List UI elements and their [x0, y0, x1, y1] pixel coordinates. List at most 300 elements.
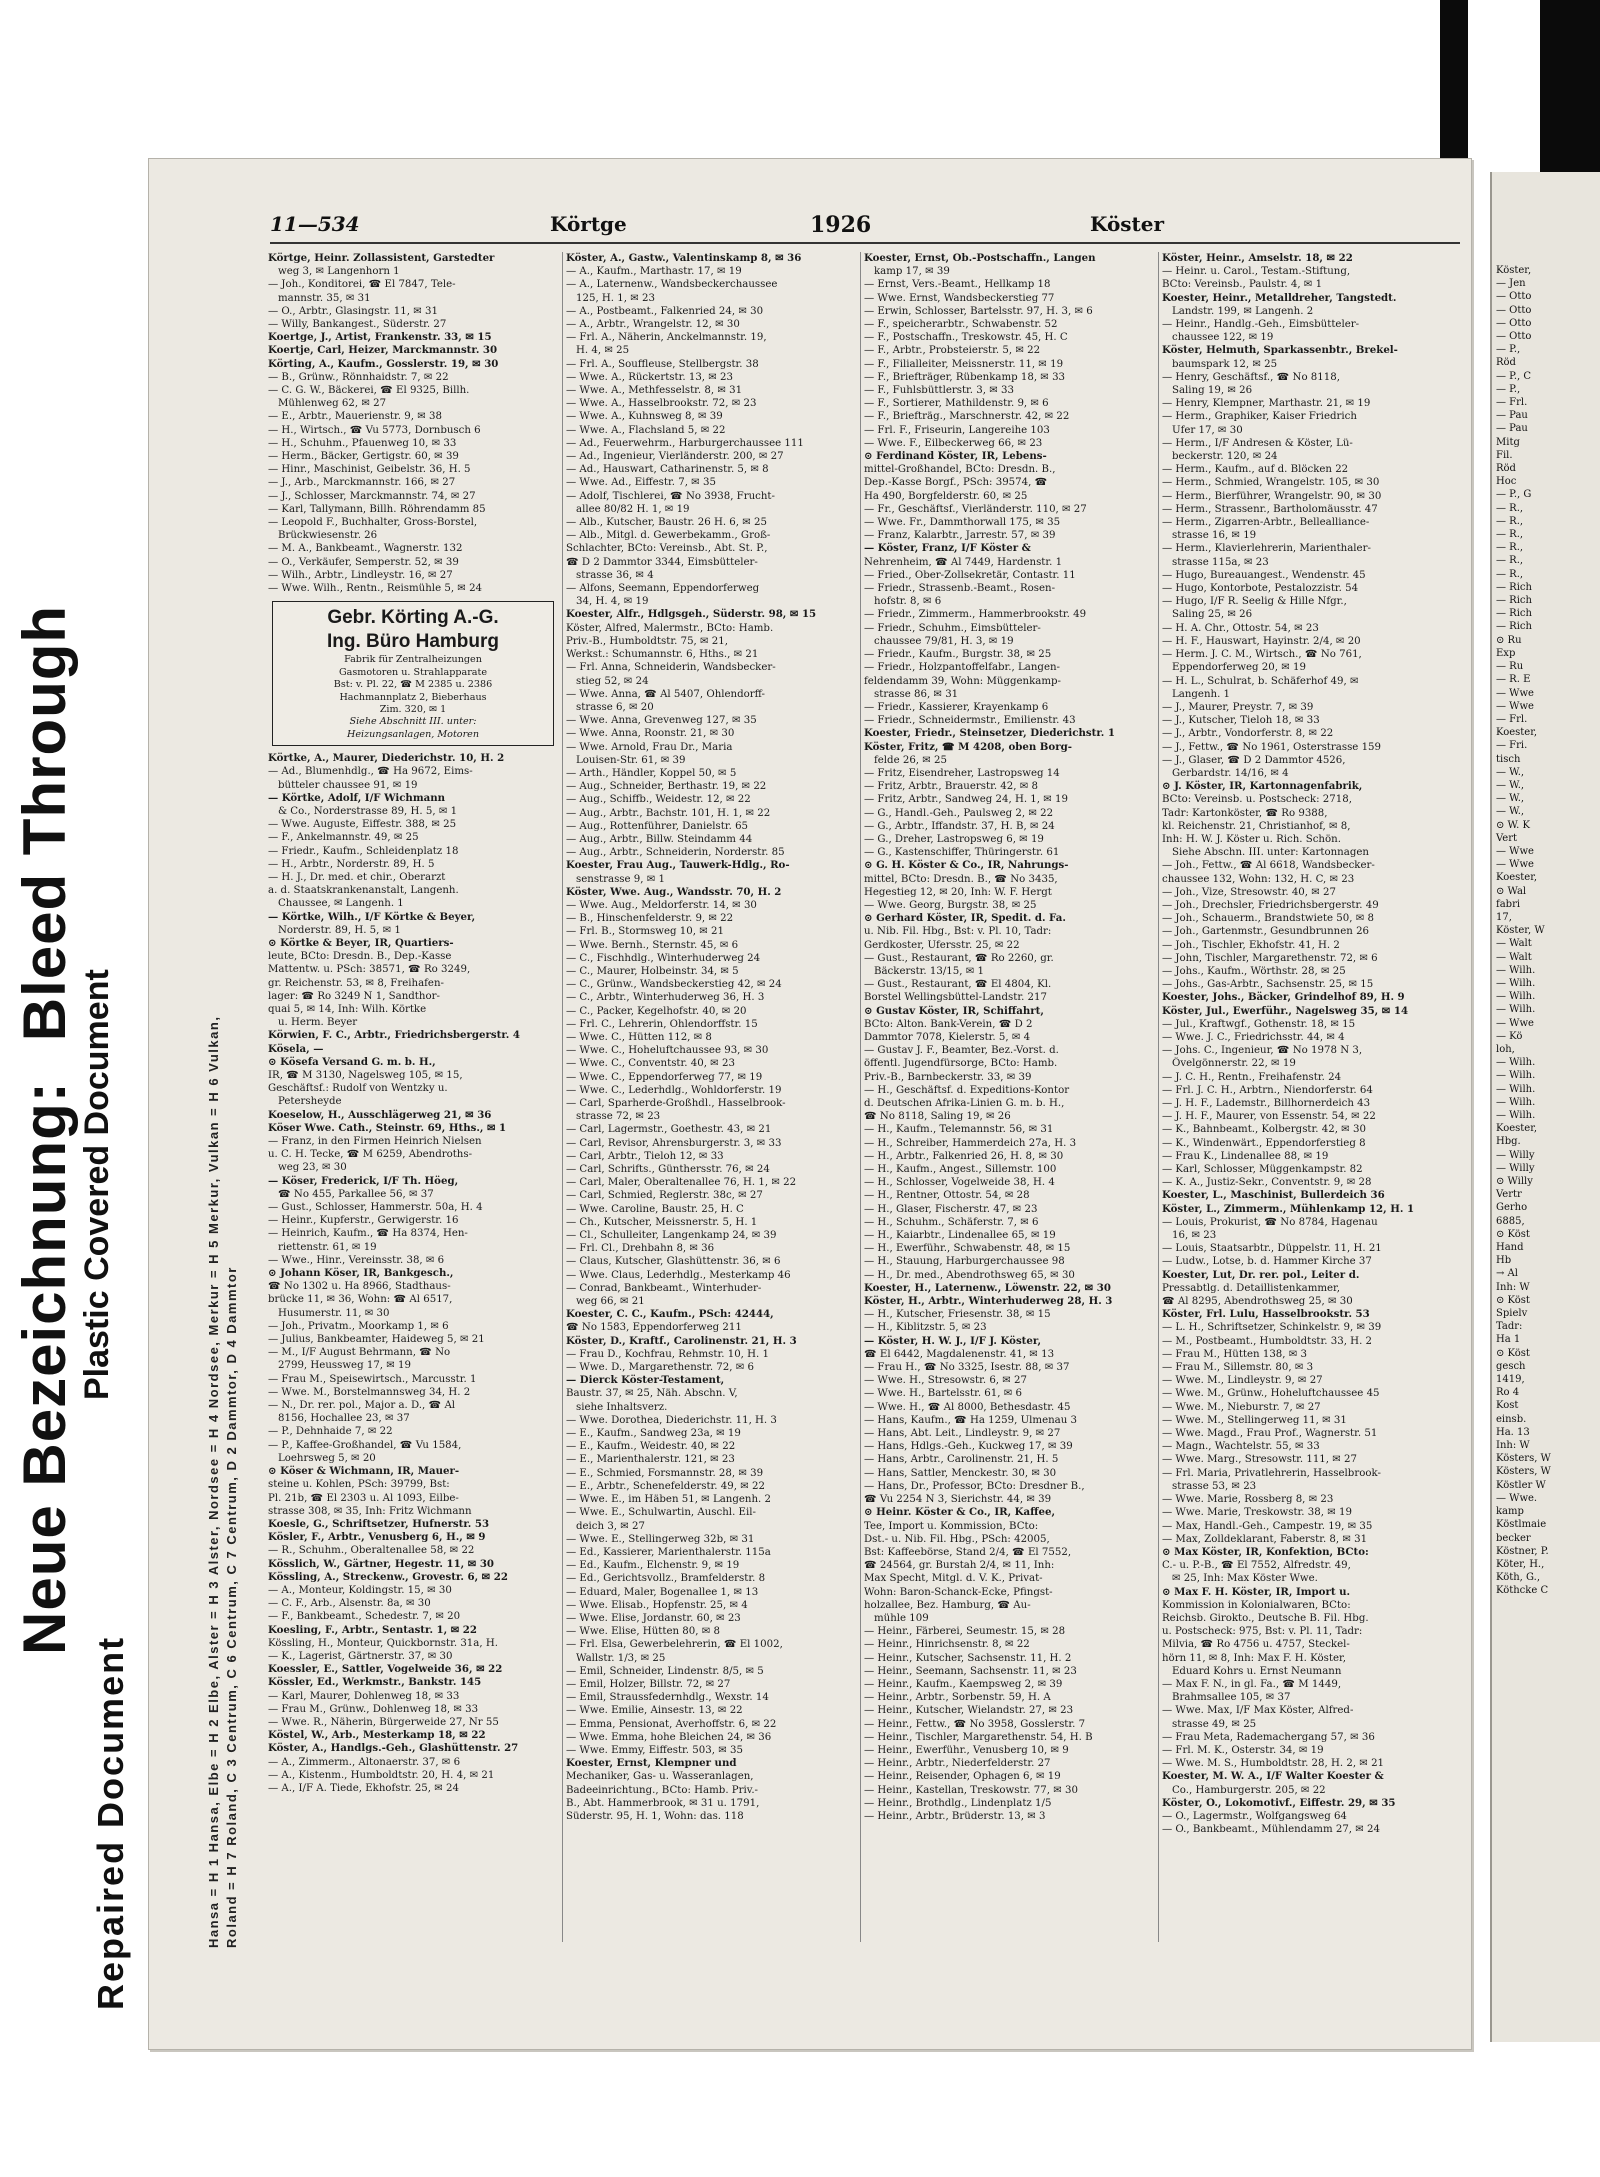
- header-rule: [270, 242, 1460, 244]
- directory-entry-line: — G., Dreher, Lastropsweg 6, ✉ 19: [864, 833, 1044, 845]
- directory-entry-heading: Koester, Friedr., Steinsetzer, Diederichstr. 1: [864, 727, 1115, 740]
- directory-entry-line: — Wwe. Anna, Grevenweg 127, ✉ 35: [566, 715, 757, 727]
- directory-entry-line: — Friedr., Kaufm., Schleidenplatz 18: [268, 845, 459, 857]
- next-page-line: — Rich: [1496, 621, 1532, 633]
- directory-entry-line: — F., Briefträg., Marschnerstr. 42, ✉ 22: [864, 411, 1070, 423]
- directory-entry-line: chaussee 79/81, H. 3, ✉ 19: [874, 635, 1014, 647]
- directory-entry-line: Tee, Import u. Kommission, BCto:: [864, 1520, 1039, 1532]
- directory-entry-line: Eduard Kohrs u. Ernst Neumann: [1172, 1665, 1342, 1677]
- directory-entry-line: — Ad., Blumenhdlg., ☎ Ha 9672, Eims-: [268, 766, 473, 778]
- directory-entry-line: — Aug., Arbtr., Billw. Steindamm 44: [566, 833, 753, 845]
- directory-entry-line: — A., Monteur, Koldingstr. 15, ✉ 30: [268, 1584, 452, 1596]
- directory-entry-line: — Frau Meta, Rademachergang 57, ✉ 36: [1162, 1731, 1375, 1743]
- directory-entry-heading: Körting, A., Kaufm., Gosslerstr. 19, ✉ 30: [268, 357, 499, 370]
- directory-entry-line: Süderstr. 95, H. 1, Wohn: das. 118: [566, 1810, 744, 1822]
- directory-entry-line: — Frl. Cl., Drehbahn 8, ✉ 36: [566, 1243, 715, 1255]
- directory-entry-line: — H. L., Schulrat, b. Schäferhof 49, ✉: [1162, 675, 1359, 687]
- directory-entry-heading: ⊙ Johann Köser, IR, Bankgesch.,: [268, 1267, 454, 1280]
- directory-entry-line: strasse 308, ✉ 35, Inh: Fritz Wichmann: [268, 1505, 472, 1517]
- directory-entry-line: — J. H. F., Maurer, von Essenstr. 54, ✉ 22: [1162, 1111, 1376, 1123]
- directory-entry-line: leute, BCto: Dresdn. B., Dep.-Kasse: [268, 951, 452, 963]
- next-page-line: — Wwe: [1496, 687, 1534, 699]
- directory-entry-line: — F., speicherarbtr., Schwabenstr. 52: [864, 319, 1058, 331]
- directory-entry-line: — M., I/F August Behrmann, ☎ No: [268, 1347, 451, 1359]
- ad-note-1: Siehe Abschnitt III. unter:: [349, 716, 477, 728]
- directory-entry-line: — Emma, Pensionat, Averhoffstr. 6, ✉ 22: [566, 1718, 777, 1730]
- next-page-line: — Walt: [1496, 951, 1532, 963]
- directory-entry-line: — Carl, Sparherde-Großhdl., Hasselbrook-: [566, 1098, 786, 1109]
- next-page-line: fabri: [1496, 898, 1521, 910]
- directory-entry-line: mannstr. 35, ✉ 31: [278, 292, 371, 304]
- directory-entry-line: — H., Kaufm., Angest., Sillemstr. 100: [864, 1164, 1057, 1176]
- directory-entry-line: Bäckerstr. 13/15, ✉ 1: [874, 965, 984, 977]
- directory-entry-line: — C., Grünw., Wandsbeckerstieg 42, ✉ 24: [566, 979, 782, 991]
- directory-entry-line: Kössling, H., Monteur, Quickbornstr. 31a, H.: [268, 1637, 498, 1649]
- ad-note-2: Heizungsanlagen, Motoren: [346, 728, 480, 740]
- directory-entry-line: — A., Zimmerm., Altonaerstr. 37, ✉ 6: [268, 1756, 461, 1768]
- directory-entry-line: Mattentw. u. PSch: 38571, ☎ Ro 3249,: [268, 964, 471, 976]
- directory-entry-line: — F., Sortierer, Mathildenstr. 9, ✉ 6: [864, 398, 1049, 410]
- directory-entry-line: — Heinr., Kaufm., Kaempsweg 2, ✉ 39: [864, 1678, 1063, 1690]
- directory-entry-line: Wohn: Baron-Schanck-Ecke, Pfingst-: [864, 1586, 1053, 1598]
- directory-entry-line: — A., Kaufm., Marthastr. 17, ✉ 19: [566, 266, 742, 278]
- directory-entry-line: — H., Kaufm., Telemannstr. 56, ✉ 31: [864, 1124, 1054, 1136]
- next-page-line: — Walt: [1496, 938, 1532, 950]
- column-4: [1162, 252, 1454, 1952]
- directory-entry-line: — A., Arbtr., Wrangelstr. 12, ✉ 30: [566, 319, 740, 331]
- directory-entry-line: — Herm., Klavierlehrerin, Marienthaler-: [1162, 543, 1371, 555]
- directory-entry-line: — Joh., Drechsler, Friedrichsbergerstr. 49: [1162, 899, 1379, 911]
- next-page-line: Mitg: [1496, 436, 1520, 448]
- directory-entry-line: Hegestieg 12, ✉ 20, Inh: W. F. Hergt: [864, 886, 1052, 898]
- directory-entry-line: — Frl. C., Lehrerin, Ohlendorffstr. 15: [566, 1018, 758, 1030]
- directory-entry-line: 2799, Heussweg 17, ✉ 19: [278, 1360, 412, 1372]
- directory-entry-heading: ⊙ Gerhard Köster, IR, Spedit. d. Fa.: [864, 912, 1066, 925]
- directory-entry-heading: Köster, Helmuth, Sparkassenbtr., Brekel-: [1162, 344, 1398, 357]
- directory-entry-line: Husumerstr. 11, ✉ 30: [278, 1307, 390, 1319]
- next-page-line: Röd: [1496, 357, 1516, 369]
- directory-entry-line: — Herm., Kaufm., auf d. Blöcken 22: [1162, 464, 1349, 476]
- next-page-line: kamp: [1496, 1506, 1524, 1518]
- directory-entry-line: — A., Kistenm., Humboldtstr. 20, H. 4, ✉ 21: [268, 1769, 495, 1781]
- directory-entry-line: BCto: Vereinsb. u. Postscheck: 2718,: [1162, 794, 1352, 806]
- directory-entry-line: — Fr., Geschäftsf., Vierländerstr. 110, ✉ 27: [864, 503, 1087, 515]
- directory-entry-line: — C., Arbtr., Winterhuderweg 36, H. 3: [566, 992, 765, 1004]
- directory-entry-heading: Köster, Wwe. Aug., Wandsstr. 70, H. 2: [566, 885, 782, 898]
- directory-entry-line: Bst: Kaffeebörse, Stand 2/4, ☎ El 7552,: [864, 1546, 1072, 1558]
- directory-entry-line: — Herm., Zigarren-Arbtr., Bellealliance-: [1162, 517, 1370, 529]
- directory-entry-line: — Wwe. Marie, Rossberg 8, ✉ 23: [1162, 1494, 1334, 1506]
- directory-entry-heading: Kössler, Ed., Werkmstr., Bankstr. 145: [268, 1676, 482, 1689]
- column-divider: [562, 252, 563, 1942]
- directory-entry-line: 34, H. 4, ✉ 19: [576, 596, 649, 608]
- next-page-line: Hbg.: [1496, 1136, 1521, 1148]
- directory-entry-line: — Frau H., ☎ No 3325, Isestr. 88, ✉ 37: [864, 1362, 1070, 1374]
- directory-entry-line: — O., Lagermstr., Wolfgangsweg 64: [1162, 1810, 1347, 1822]
- directory-entry-line: — Aug., Arbtr., Bachstr. 101, H. 1, ✉ 22: [566, 807, 771, 819]
- directory-entry-heading: Köster, Fritz, ☎ M 4208, oben Borg-: [864, 740, 1072, 753]
- next-page-line: Kösters, W: [1496, 1466, 1551, 1478]
- column-2: [566, 252, 858, 1952]
- directory-entry-line: — H., Kiblitzstr. 5, ✉ 23: [864, 1322, 987, 1334]
- directory-entry-line: Brahmsallee 105, ✉ 37: [1172, 1692, 1291, 1704]
- next-page-line: tisch: [1496, 753, 1521, 765]
- new-designation-text: Neue Bezeichnung:: [11, 1081, 78, 1655]
- next-page-line: Inh: W: [1496, 1440, 1530, 1452]
- directory-entry-line: — G., Kastenschiffer, Thüringerstr. 61: [864, 847, 1060, 859]
- directory-entry-line: — Wwe. M. S., Humboldtstr. 28, H. 2, ✉ 21: [1162, 1758, 1385, 1770]
- directory-entry-line: — L. H., Schriftsetzer, Schinkelstr. 9, ✉ 39: [1162, 1322, 1382, 1334]
- directory-entry-line: — Ed., Kassierer, Marienthalerstr. 115a: [566, 1546, 771, 1558]
- directory-entry-line: — J. C. H., Rentn., Freihafenstr. 24: [1162, 1071, 1342, 1083]
- next-page-line: — Pau: [1496, 410, 1528, 422]
- directory-entry-line: — Wwe. Ernst, Wandsbeckerstieg 77: [864, 292, 1055, 304]
- directory-entry-heading: — Körtke, Wilh., I/F Körtke & Beyer,: [268, 910, 476, 923]
- next-page-line: Ro 4: [1496, 1387, 1520, 1399]
- directory-entry-line: — O., Verkäufer, Semperstr. 52, ✉ 39: [268, 556, 459, 568]
- directory-entry-line: — Wwe. Georg, Burgstr. 38, ✉ 25: [864, 899, 1037, 911]
- directory-entry-line: — Henry, Klempner, Marthastr. 21, ✉ 19: [1162, 398, 1371, 410]
- directory-entry-line: Ufer 17, ✉ 30: [1172, 424, 1243, 436]
- directory-entry-line: — Wwe. E., Stellingerweg 32b, ✉ 31: [566, 1533, 755, 1545]
- directory-entry-line: — Heinrich, Kaufm., ☎ Ha 8374, Hen-: [268, 1228, 468, 1240]
- directory-entry-heading: — Körtke, Adolf, I/F Wichmann: [268, 791, 446, 804]
- directory-entry-line: — H., Schlosser, Vogelweide 38, H. 4: [864, 1177, 1055, 1189]
- directory-entry-line: — H., Dr. med., Abendrothsweg 65, ✉ 30: [864, 1269, 1075, 1281]
- next-page-line: — P.,: [1496, 344, 1521, 356]
- directory-entry-line: Inh: H. W. J. Köster u. Rich. Schön.: [1162, 833, 1341, 845]
- next-page-line: ⊙ Köst: [1496, 1228, 1530, 1240]
- directory-entry-line: — Friedr., Schuhm., Eimsbütteler-: [864, 622, 1041, 634]
- directory-entry-heading: Koester, Johs., Bäcker, Grindelhof 89, H. 9: [1162, 991, 1405, 1004]
- directory-entry-line: — G., Arbtr., Iffandstr. 37, H. B, ✉ 24: [864, 820, 1055, 832]
- directory-entry-line: — Wwe. A., Kuhnsweg 8, ✉ 39: [566, 411, 723, 423]
- directory-entry-line: — Fried., Ober-Zollsekretär, Contastr. 11: [864, 569, 1076, 581]
- directory-entry-line: — H., Stauung, Harburgerchaussee 98: [864, 1256, 1065, 1268]
- next-page-line: Gerho: [1496, 1202, 1528, 1214]
- next-page-line: ⊙ Willy: [1496, 1176, 1533, 1188]
- directory-entry-line: holzallee, Bez. Hamburg, ☎ Au-: [864, 1599, 1031, 1611]
- column-3: [864, 252, 1156, 1952]
- page-number: 11—534: [270, 212, 360, 236]
- directory-entry-line: Eppendorferweg 20, ✉ 19: [1172, 662, 1306, 674]
- next-page-line: Ha. 13: [1496, 1426, 1530, 1438]
- directory-entry-line: — Frl. F., Friseurin, Langereihe 103: [864, 424, 1050, 436]
- directory-entry-line: — Wwe. Marie, Treskowstr. 38, ✉ 19: [1162, 1507, 1352, 1519]
- next-page-line: — R.,: [1496, 502, 1524, 514]
- directory-entry-line: stieg 52, ✉ 24: [576, 675, 649, 687]
- directory-entry-heading: Köster, D., Kraftf., Carolinenstr. 21, H. 3: [566, 1334, 797, 1347]
- directory-entry-line: H. 4, ✉ 25: [576, 345, 630, 357]
- directory-entry-line: — A., Laternenw., Wandsbeckerchaussee: [566, 279, 778, 291]
- directory-entry-line: — Wwe. Emma, hohe Bleichen 24, ✉ 36: [566, 1731, 772, 1743]
- directory-entry-line: — Wwe. Aug., Meldorferstr. 14, ✉ 30: [566, 899, 757, 911]
- directory-entry-line: — Hinr., Maschinist, Geibelstr. 36, H. 5: [268, 464, 471, 476]
- next-page-line: Hb: [1496, 1255, 1512, 1267]
- directory-entry-line: Gerdkoster, Ufersstr. 25, ✉ 22: [864, 939, 1020, 951]
- directory-entry-line: — Wwe. C., Hütten 112, ✉ 8: [566, 1031, 712, 1043]
- directory-entry-line: — Frl. Elsa, Gewerbelehrerin, ☎ El 1002,: [566, 1639, 783, 1651]
- directory-entry-line: B., Abt. Hammerbrook, ✉ 31 u. 1791,: [566, 1797, 760, 1809]
- directory-entry-line: Nehrenheim, ☎ Al 7449, Hardenstr. 1: [864, 556, 1063, 568]
- ad-body-line: Fabrik für Zentralheizungen: [344, 654, 482, 666]
- directory-entry-line: weg 23, ✉ 30: [278, 1162, 347, 1174]
- directory-entry-line: — Herm., Bierführer, Wrangelstr. 90, ✉ 30: [1162, 490, 1382, 502]
- directory-entry-line: — Heinr., Ewerführ., Venusberg 10, ✉ 9: [864, 1744, 1069, 1756]
- directory-entry-heading: ⊙ J. Köster, IR, Kartonnagenfabrik,: [1162, 780, 1363, 793]
- next-page-line: — Wilh.: [1496, 1057, 1536, 1069]
- directory-entry-line: — Carl, Lagermstr., Goethestr. 43, ✉ 21: [566, 1124, 772, 1136]
- directory-entry-line: — F., Arbtr., Probsteierstr. 5, ✉ 22: [864, 345, 1041, 357]
- next-page-line: Inh: W: [1496, 1281, 1530, 1293]
- next-page-line: → Al: [1496, 1268, 1518, 1280]
- directory-entry-line: — K., Lagerist, Gärtnerstr. 37, ✉ 30: [268, 1650, 453, 1662]
- directory-entry-line: — Friedr., Holzpantoffelfabr., Langen-: [864, 662, 1060, 674]
- directory-entry-line: — Joh., Schauerm., Brandstwiete 50, ✉ 8: [1162, 913, 1374, 925]
- next-page-line: — Frl.: [1496, 397, 1528, 409]
- directory-entry-heading: Köser Wwe. Cath., Steinstr. 69, Hths., ✉ 1: [268, 1121, 507, 1134]
- directory-entry-line: BCto: Vereinsb., Paulstr. 4, ✉ 1: [1162, 279, 1323, 291]
- directory-entry-line: — Heinr., Arbtr., Sorbenstr. 59, H. A: [864, 1692, 1051, 1704]
- next-page-line: — Willy: [1496, 1149, 1535, 1161]
- directory-entry-line: — M. A., Bankbeamt., Wagnerstr. 132: [268, 543, 463, 555]
- directory-entry-heading: Köstel, W., Arb., Mesterkamp 18, ✉ 22: [268, 1729, 486, 1742]
- next-page-line: Vert: [1496, 832, 1518, 844]
- next-page-line: Spielv: [1496, 1308, 1528, 1320]
- directory-entry-line: ☎ Al 8295, Abendrothsweg 25, ✉ 30: [1162, 1296, 1353, 1308]
- directory-entry-line: — Herm., Strassenr., Bartholomäusstr. 47: [1162, 503, 1378, 515]
- ad-body-line: Bst: v. Pl. 22, ☎ M 2385 u. 2386: [333, 679, 493, 691]
- directory-entry-line: — H., Glaser, Fischerstr. 47, ✉ 23: [864, 1203, 1038, 1215]
- next-page-line: — Fri.: [1496, 740, 1528, 752]
- next-page-line: Köstner, P.: [1496, 1545, 1549, 1557]
- directory-entry-line: strasse 49, ✉ 25: [1172, 1718, 1257, 1730]
- directory-entry-line: — Wwe. E., Schulwartin, Auschl. Eil-: [566, 1507, 756, 1519]
- next-page-line: ⊙ Wal: [1496, 885, 1527, 897]
- directory-entry-heading: Koester, Alfr., Hdlgsgeh., Süderstr. 98, ✉ 15: [566, 608, 817, 621]
- directory-entry-heading: Koeselow, H., Ausschlägerweg 21, ✉ 36: [268, 1108, 492, 1121]
- next-page-line: — W.,: [1496, 779, 1525, 791]
- directory-entry-line: — Hugo, Kontorbote, Pestalozzistr. 54: [1162, 583, 1359, 595]
- directory-entry-heading: Koesle, G., Schriftsetzer, Hufnerstr. 53: [268, 1517, 490, 1530]
- directory-entry-line: Mühlenweg 62, ✉ 27: [278, 398, 387, 410]
- next-page-line: — Wilh.: [1496, 964, 1536, 976]
- directory-entry-line: — Magn., Wachtelstr. 55, ✉ 33: [1162, 1441, 1320, 1453]
- directory-entry-line: strasse 72, ✉ 23: [576, 1111, 661, 1123]
- directory-entry-line: — Conrad, Bankbeamt., Winterhuder-: [566, 1282, 762, 1294]
- directory-entry-line: — Heinr. u. Carol., Testam.-Stiftung,: [1162, 266, 1351, 278]
- directory-entry-line: — M., Postbeamt., Humboldtstr. 33, H. 2: [1162, 1335, 1373, 1347]
- directory-entry-line: — J., Arb., Marckmannstr. 166, ✉ 27: [268, 477, 456, 489]
- directory-entry-line: ☎ No 455, Parkallee 56, ✉ 37: [278, 1188, 434, 1200]
- next-page-line: Koester,: [1496, 872, 1538, 884]
- directory-entry-line: — Jul., Kraftwgf., Gothenstr. 18, ✉ 15: [1162, 1018, 1356, 1030]
- directory-entry-line: — Johs. C., Ingenieur, ☎ No 1978 N 3,: [1162, 1045, 1363, 1057]
- next-page-line: — Willy: [1496, 1162, 1535, 1174]
- directory-entry-line: ☎ No 1583, Eppendorferweg 211: [566, 1322, 742, 1334]
- directory-entry-heading: Köster, A., Gastw., Valentinskamp 8, ✉ 36: [566, 252, 802, 264]
- next-page-line: — Ru: [1496, 661, 1524, 673]
- directory-entry-line: Priv.-B., Barnbeckerstr. 33, ✉ 39: [864, 1071, 1032, 1083]
- directory-entry-line: — Hugo, Bureauangest., Wendenstr. 45: [1162, 569, 1366, 581]
- directory-entry-line: — Carl, Schmied, Reglerstr. 38c, ✉ 27: [566, 1190, 763, 1202]
- directory-entry-heading: ⊙ Kösefa Versand G. m. b. H.,: [268, 1055, 436, 1068]
- directory-entry-line: — Ed., Kaufm., Elchenstr. 9, ✉ 19: [566, 1560, 740, 1572]
- directory-entry-line: — H. J., Dr. med. et chir., Oberarzt: [268, 871, 446, 883]
- next-page-line: — Rich: [1496, 595, 1532, 607]
- directory-entry-line: felde 26, ✉ 25: [874, 754, 948, 766]
- directory-entry-line: — Wwe. Arnold, Frau Dr., Maria: [566, 741, 733, 753]
- directory-entry-line: — Hans, Kaufm., ☎ Ha 1259, Ulmenau 3: [864, 1414, 1078, 1426]
- directory-entry-line: — Hans, Arbtr., Carolinenstr. 21, H. 5: [864, 1454, 1059, 1466]
- directory-entry-line: — Fritz, Arbtr., Brauerstr. 42, ✉ 8: [864, 781, 1039, 793]
- directory-entry-line: — Gust., Restaurant, ☎ Ro 2260, gr.: [864, 952, 1054, 964]
- directory-entry-line: — Wwe. Dorothea, Diederichstr. 11, H. 3: [566, 1414, 777, 1426]
- directory-entry-line: Loehrsweg 5, ✉ 20: [278, 1452, 376, 1464]
- directory-entry-line: — Joh., Konditorei, ☎ El 7847, Tele-: [268, 279, 456, 291]
- directory-entry-line: — Joh., Tischler, Ekhofstr. 41, H. 2: [1162, 939, 1340, 951]
- directory-entry-line: Saling 25, ✉ 26: [1172, 609, 1253, 621]
- directory-entry-line: ☎ Vu 2254 N 3, Sierichstr. 44, ✉ 39: [864, 1494, 1052, 1506]
- directory-entry-line: — H., Rentner, Ottostr. 54, ✉ 28: [864, 1190, 1030, 1202]
- directory-entry-heading: Köster, O., Lokomotivf., Eiffestr. 29, ✉ 35: [1162, 1796, 1396, 1809]
- ad-body-line: Hachmannplatz 2, Bieberhaus: [339, 691, 487, 703]
- next-page-line: — R.,: [1496, 529, 1524, 541]
- directory-entry-line: — Wwe. Magd., Frau Prof., Wagnerstr. 51: [1162, 1428, 1378, 1440]
- directory-entry-line: — Wwe. Elise, Jordanstr. 60, ✉ 23: [566, 1612, 741, 1624]
- directory-entry-heading: Koester, M. W. A., I/F Walter Koester &: [1162, 1770, 1384, 1783]
- directory-entry-line: — A., I/F A. Tiede, Ekhofstr. 25, ✉ 24: [268, 1782, 460, 1794]
- directory-entry-heading: Koester, H., Laternenw., Löwenstr. 22, ✉ 30: [864, 1281, 1111, 1294]
- directory-entry-line: — Aug., Rottenführer, Danielstr. 65: [566, 820, 749, 832]
- directory-entry-line: — Wwe. Elisab., Hopfenstr. 25, ✉ 4: [566, 1599, 748, 1611]
- directory-entry-line: C.- u. P.-B., ☎ El 7552, Alfredstr. 49,: [1162, 1560, 1351, 1572]
- directory-entry-line: — Louis, Staatsarbtr., Düppelstr. 11, H. 21: [1162, 1243, 1382, 1255]
- next-page-line: — Wilh.: [1496, 977, 1536, 989]
- next-page-line: Röd: [1496, 463, 1516, 475]
- next-page-text: [1492, 172, 1600, 1598]
- next-page-line: gesch: [1496, 1360, 1526, 1372]
- directory-entry-line: 16, ✉ 23: [1172, 1230, 1217, 1242]
- directory-entry-line: mittel, BCto: Dresdn. B., ☎ No 3435,: [864, 873, 1058, 885]
- directory-entry-line: — Friedr., Zimmerm., Hammerbrookstr. 49: [864, 609, 1087, 621]
- directory-entry-line: öffentl. Jugendfürsorge, BCto: Hamb.: [864, 1058, 1058, 1070]
- next-page-line: — Wilh.: [1496, 1096, 1536, 1108]
- next-page-line: — Wwe: [1496, 1017, 1534, 1029]
- directory-entry-line: ☎ El 6442, Magdalenenstr. 41, ✉ 13: [864, 1348, 1055, 1360]
- next-page-line: ⊙ Köst: [1496, 1347, 1530, 1359]
- directory-entry-heading: Koester, Heinr., Metalldreher, Tangstedt.: [1162, 291, 1397, 304]
- directory-entry-line: Schlachter, BCto: Vereinsb., Abt. St. P.,: [566, 543, 768, 555]
- directory-entry-line: — Friedr., Schneidermstr., Emilienstr. 43: [864, 715, 1076, 727]
- next-page-line: Hoc: [1496, 476, 1517, 488]
- directory-entry-line: — Ch., Kutscher, Meissnerstr. 5, H. 1: [566, 1216, 758, 1228]
- directory-entry-heading: Koester, C. C., Kaufm., PSch: 42444,: [566, 1308, 774, 1321]
- directory-entry-line: — C. F., Arb., Alsenstr. 8a, ✉ 30: [268, 1598, 431, 1610]
- directory-entry-heading: Kösslich, W., Gärtner, Hegestr. 11, ✉ 30: [268, 1557, 495, 1570]
- directory-entry-line: — Wwe. Claus, Lederhdlg., Mesterkamp 46: [566, 1269, 791, 1281]
- directory-entry-line: — Erwin, Schlosser, Bartelsstr. 97, H. 3, ✉ 6: [864, 305, 1093, 317]
- directory-entry-line: mittel-Großhandel, BCto: Dresdn. B.,: [864, 464, 1056, 476]
- directory-entry-line: — Emil, Holzer, Billstr. 72, ✉ 27: [566, 1678, 731, 1690]
- directory-entry-line: — Louis, Prokurist, ☎ No 8784, Hagenau: [1162, 1216, 1378, 1228]
- directory-entry-line: strasse 16, ✉ 19: [1172, 530, 1257, 542]
- scanner-bar-top: [1440, 0, 1468, 172]
- next-page-line: Hand: [1496, 1242, 1524, 1254]
- directory-entry-heading: Koesling, F., Arbtr., Sentastr. 1, ✉ 22: [268, 1623, 477, 1636]
- directory-entry-line: Gerbardstr. 14/16, ✉ 4: [1172, 767, 1289, 779]
- directory-entry-line: — Hans, Dr., Professor, BCto: Dresdner B.,: [864, 1480, 1085, 1492]
- directory-entry-line: u. Postscheck: 975, Bst: v. Pl. 11, Tadr:: [1162, 1626, 1363, 1638]
- next-page-line: Köth, G.,: [1496, 1572, 1541, 1584]
- directory-entry-line: — Herm. J. C. M., Wirtsch., ☎ No 761,: [1162, 649, 1362, 661]
- next-page-line: 17,: [1496, 911, 1512, 923]
- directory-entry-line: — Hans, Hdlgs.-Geh., Kuckweg 17, ✉ 39: [864, 1441, 1073, 1453]
- directory-entry-line: — Eduard, Maler, Bogenallee 1, ✉ 13: [566, 1586, 759, 1598]
- directory-entry-line: Max Specht, Mitgl. d. V. K., Privat-: [864, 1573, 1043, 1585]
- ad-body-line: Zim. 320, ✉ 1: [379, 703, 447, 715]
- directory-entry-line: — Wwe. Bernh., Sternstr. 45, ✉ 6: [566, 939, 739, 951]
- directory-entry-line: — Wwe. Ad., Eiffestr. 7, ✉ 35: [566, 477, 716, 489]
- directory-entry-heading: ⊙ Ferdinand Köster, IR, Lebens-: [864, 450, 1047, 463]
- directory-entry-line: — R., Schuhm., Oberaltenallee 58, ✉ 22: [268, 1545, 475, 1557]
- directory-entry-line: — Ad., Feuerwehrm., Harburgerchaussee 111: [566, 437, 804, 449]
- header-year: 1926: [810, 212, 872, 238]
- next-page-line: — Wilh.: [1496, 1110, 1536, 1121]
- directory-entry-line: feldendamm 39, Wohn: Müggenkamp-: [864, 675, 1061, 687]
- directory-entry-line: — Hans, Sattler, Menckestr. 30, ✉ 30: [864, 1467, 1057, 1479]
- bleed-through-text: Bleed Through: [11, 604, 78, 1042]
- next-page-line: — Kö: [1496, 1030, 1523, 1042]
- directory-entry-line: Norderstr. 89, H. 5, ✉ 1: [278, 924, 401, 936]
- directory-entry-line: — Friedr., Kassierer, Krayenkamp 6: [864, 701, 1049, 713]
- directory-entry-line: — Wwe. M., Lindleystr. 9, ✉ 27: [1162, 1375, 1323, 1387]
- next-page-line: — P., C: [1496, 370, 1532, 382]
- next-page-line: — Wwe.: [1496, 1492, 1538, 1504]
- directory-entry-line: — Frau K., Lindenallee 88, ✉ 19: [1162, 1150, 1329, 1162]
- directory-entry-line: — F., Fuhlsbüttlerstr. 3, ✉ 33: [864, 385, 1014, 397]
- directory-entry-heading: Kösler, F., Arbtr., Venusberg 6, H., ✉ 9: [268, 1531, 486, 1544]
- directory-entry-line: Dep.-Kasse Borgf., PSch: 39574, ☎: [864, 477, 1048, 489]
- next-page-line: — W.,: [1496, 793, 1525, 805]
- directory-entry-line: Saling 19, ✉ 26: [1172, 385, 1253, 397]
- next-page-line: — Wwe: [1496, 845, 1534, 857]
- directory-entry-heading: Koester, Ernst, Ob.-Postschaffn., Langen: [864, 252, 1096, 264]
- directory-entry-heading: — Köster, H. W. J., I/F J. Köster,: [864, 1334, 1042, 1347]
- directory-entry-line: — Friedr., Strassenb.-Beamt., Rosen-: [864, 583, 1056, 595]
- directory-entry-line: — Heinr., Arbtr., Brüderstr. 13, ✉ 3: [864, 1810, 1046, 1822]
- directory-entry-line: a. d. Staatskrankenanstalt, Langenh.: [268, 885, 459, 897]
- directory-entry-line: ☎ No 1302 u. Ha 8966, Stadthaus-: [268, 1281, 451, 1293]
- directory-entry-line: — Wwe. Emilie, Ainsestr. 13, ✉ 22: [566, 1705, 743, 1717]
- directory-entry-line: — Frau M., Sillemstr. 80, ✉ 3: [1162, 1362, 1314, 1374]
- next-page-line: Köster,: [1496, 265, 1532, 276]
- directory-entry-line: — Alb., Kutscher, Baustr. 26 H. 6, ✉ 25: [566, 517, 767, 529]
- next-page-line: — W.,: [1496, 766, 1525, 778]
- directory-entry-line: — Karl, Schlosser, Müggenkampstr. 82: [1162, 1164, 1363, 1176]
- next-page-line: Ha 1: [1496, 1334, 1521, 1346]
- directory-entry-heading: Körwien, F. C., Arbtr., Friedrichsbergerstr. 4: [268, 1029, 520, 1042]
- directory-entry-line: — O., Bankbeamt., Mühlendamm 27, ✉ 24: [1162, 1824, 1381, 1836]
- next-page-line: ⊙ Köst: [1496, 1294, 1530, 1306]
- directory-entry-line: Pl. 21b, ☎ El 2303 u. Al 1093, Eilbe-: [268, 1492, 459, 1504]
- directory-entry-line: — Gust., Schlosser, Hammerstr. 50a, H. 4: [268, 1202, 483, 1214]
- left-margin: [0, 0, 148, 2177]
- directory-entry-line: — Wwe. H., Stresowstr. 6, ✉ 27: [864, 1375, 1028, 1387]
- directory-entry-line: — G., Handl.-Geh., Paulsweg 2, ✉ 22: [864, 807, 1054, 819]
- directory-entry-line: Priv.-B., Humboldtstr. 75, ✉ 21,: [566, 635, 729, 647]
- directory-entry-line: — H., Arbtr., Falkenried 26, H. 8, ✉ 30: [864, 1150, 1064, 1162]
